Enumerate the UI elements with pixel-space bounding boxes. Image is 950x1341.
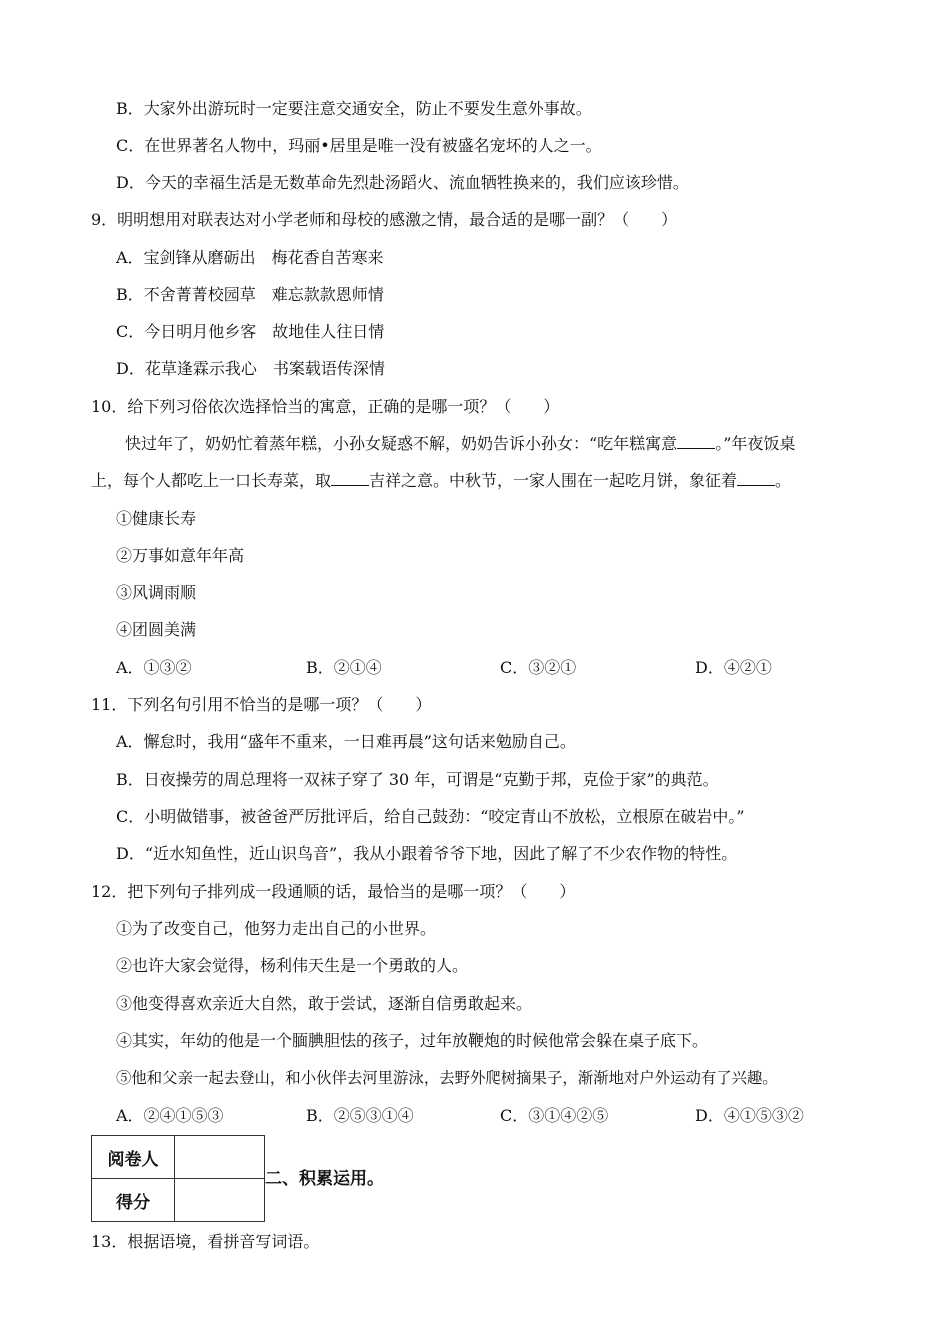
q8-option-d: D．今天的幸福生活是无数革命先烈赴汤蹈火、流血牺牲换来的，我们应该珍惜。 (116, 173, 689, 192)
fill-blank-3 (737, 471, 775, 486)
q13-stem: 13．根据语境，看拼音写词语。 (91, 1232, 320, 1251)
fill-blank-2 (331, 471, 369, 486)
q11-stem: 11．下列名句引用不恰当的是哪一项？（ ） (91, 695, 432, 714)
q12-sentence-2: ②也许大家会觉得，杨利伟天生是一个勇敢的人。 (116, 956, 469, 975)
q11-option-b: B．日夜操劳的周总理将一双袜子穿了 30 年，可谓是“克勤于邦，克俭于家”的典范。 (116, 770, 719, 789)
q10-passage-text-2c: 。 (775, 471, 792, 490)
q10-passage-text-2a: 上，每个人都吃上一口长寿菜，取 (91, 471, 332, 490)
q10-passage-text-1a: 快过年了，奶奶忙着蒸年糕，小孙女疑惑不解，奶奶告诉小孙女：“吃年糕寓意 (125, 434, 678, 453)
q10-option-b: B．②①④ (306, 658, 382, 677)
q10-item-1: ①健康长寿 (116, 509, 197, 528)
q10-option-c: C．③②① (500, 658, 577, 677)
q12-stem: 12．把下列句子排列成一段通顺的话，最恰当的是哪一项？（ ） (91, 882, 576, 901)
q12-sentence-1: ①为了改变自己，他努力走出自己的小世界。 (116, 919, 437, 938)
q11-option-c: C．小明做错事，被爸爸严厉批评后，给自己鼓劲：“咬定青山不放松，立根原在破岩中。” (116, 807, 745, 826)
q12-option-c: C．③①④②⑤ (500, 1106, 609, 1125)
section-2-title: 二、积累运用。 (265, 1169, 384, 1189)
q10-stem: 10．给下列习俗依次选择恰当的寓意，正确的是哪一项？（ ） (91, 397, 560, 416)
q11-option-a: A．懈怠时，我用“盛年不重来，一日难再晨”这句话来勉励自己。 (116, 732, 576, 751)
q11-option-d: D．“近水知鱼性，近山识鸟音”，我从小跟着爷爷下地，因此了解了不少农作物的特性。 (116, 844, 738, 863)
q10-passage-text-1b: 。”年夜饭桌 (715, 434, 796, 453)
q12-option-b: B．②⑤③①④ (306, 1106, 414, 1125)
q12-sentence-4: ④其实，年幼的他是一个腼腆胆怯的孩子，过年放鞭炮的时候他常会躲在桌子底下。 (116, 1031, 709, 1050)
q10-option-a: A．①③② (116, 658, 192, 677)
fill-blank-1 (677, 434, 715, 449)
q9-option-d: D．花草逢霖示我心 书案载语传深情 (116, 359, 385, 378)
q10-passage-line1 (125, 433, 795, 455)
q12-option-a: A．②④①⑤③ (116, 1106, 224, 1125)
q12-sentence-5: ⑤他和父亲一起去登山，和小伙伴去河里游泳，去野外爬树摘果子，渐渐地对户外运动有了兴趣。 (116, 1069, 778, 1087)
grader-label: 阅卷人 (92, 1136, 175, 1179)
q10-passage-line2 (91, 470, 791, 492)
q10-option-d: D．④②① (695, 658, 772, 677)
score-box (91, 1135, 265, 1222)
q10-item-4: ④团圆美满 (116, 620, 197, 639)
score-field (175, 1179, 265, 1222)
q9-stem: 9．明明想用对联表达对小学老师和母校的感激之情，最合适的是哪一副？（ ） (91, 210, 678, 229)
q10-item-3: ③风调雨顺 (116, 583, 197, 602)
q8-option-c: C．在世界著名人物中，玛丽•居里是唯一没有被盛名宠坏的人之一。 (116, 136, 602, 155)
score-label: 得分 (92, 1179, 175, 1222)
q10-item-2: ②万事如意年年高 (116, 546, 245, 565)
q9-option-c: C．今日明月他乡客 故地佳人往日情 (116, 322, 385, 341)
q12-option-d: D．④①⑤③② (695, 1106, 804, 1125)
q9-option-b: B．不舍菁菁校园草 难忘款款恩师情 (116, 285, 384, 304)
grader-field (175, 1136, 265, 1179)
q10-passage-text-2b: 吉祥之意。中秋节，一家人围在一起吃月饼，象征着 (369, 471, 738, 490)
q9-option-a: A．宝剑锋从磨砺出 梅花香自苦寒来 (116, 248, 384, 267)
q12-sentence-3: ③他变得喜欢亲近大自然，敢于尝试，逐渐自信勇敢起来。 (116, 994, 533, 1013)
q8-option-b: B．大家外出游玩时一定要注意交通安全，防止不要发生意外事故。 (116, 99, 592, 118)
